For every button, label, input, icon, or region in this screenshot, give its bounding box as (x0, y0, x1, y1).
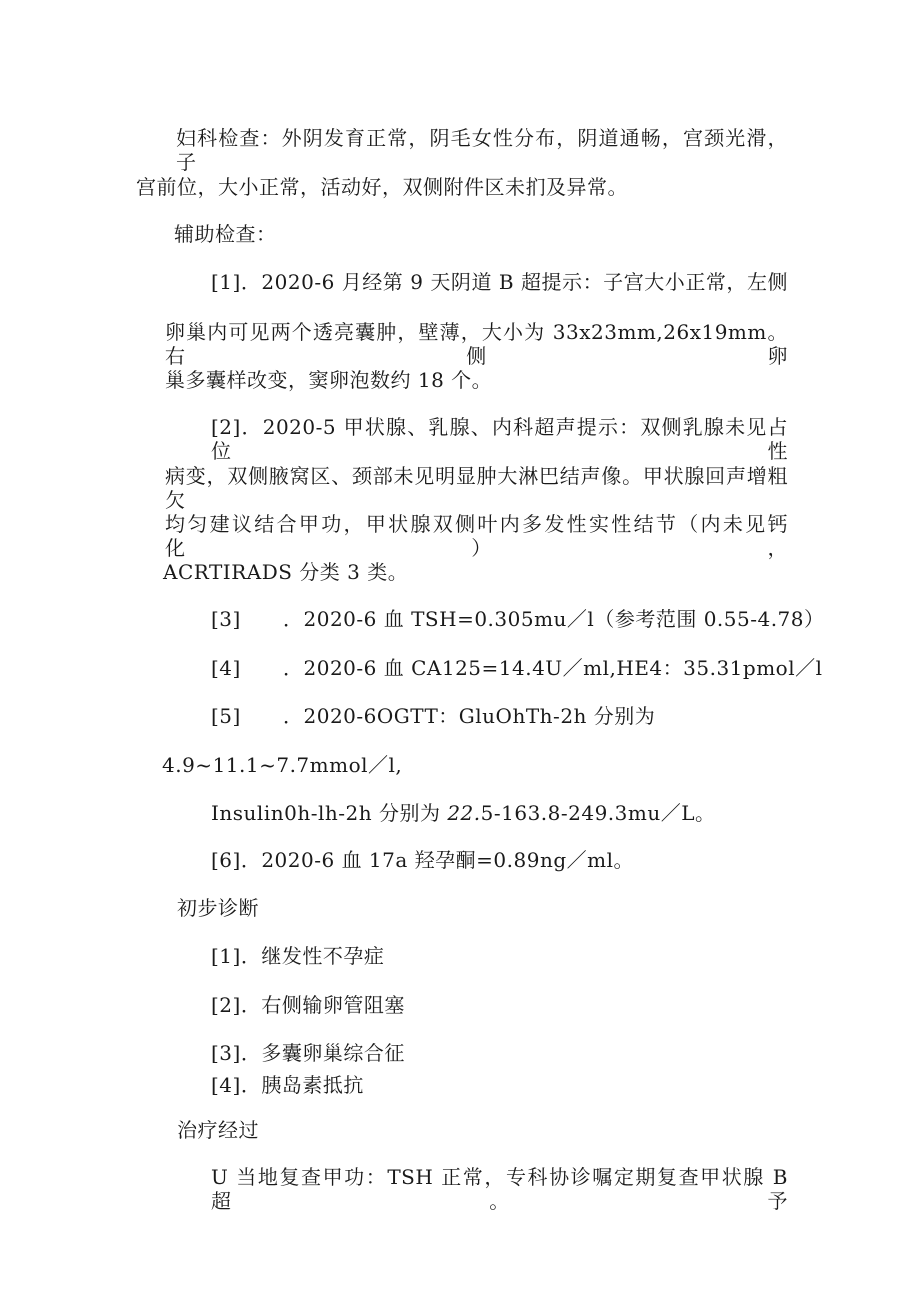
aux-item-5-insulin-values (211, 801, 716, 825)
gyn-exam-line-2: 宫前位，大小正常，活动好，双侧附件区未扪及异常。 (136, 175, 628, 199)
insulin-italic-value: 22. (447, 801, 481, 825)
diagnosis-item-2: [2]．右侧输卵管阻塞 (211, 993, 405, 1017)
diagnosis-item-1: [1]．继发性不孕症 (211, 944, 385, 968)
aux-item-2-line-4: ACRTIRADS 分类 3 类。 (163, 560, 409, 584)
insulin-values-rest: 5-163.8-249.3mu／L。 (480, 801, 716, 825)
aux-item-5-number: [5] (211, 704, 241, 728)
aux-item-4-number: [4] (211, 656, 241, 680)
treatment-line-1: U 当地复查甲功：TSH 正常，专科协诊嘱定期复查甲状腺 B 超。予 (211, 1165, 788, 1213)
diagnosis-item-4: [4]．胰岛素抵抗 (211, 1073, 364, 1097)
aux-item-2-line-1: [2]．2020-5 甲状腺、乳腺、内科超声提示：双侧乳腺未见占位性 (211, 415, 788, 463)
gyn-exam-line-1: 妇科检查：外阴发育正常，阴毛女性分布，阴道通畅，宫颈光滑，子 (176, 126, 788, 174)
aux-item-2-line-2: 病变，双侧腋窝区、颈部未见明显肿大淋巴结声像。甲状腺回声增粗欠 (165, 464, 788, 512)
aux-exam-heading: 辅助检查： (174, 222, 277, 246)
aux-item-2-line-3: 均匀建议结合甲功，甲状腺双侧叶内多发性实性结节（内未见钙化）， (165, 512, 788, 560)
aux-item-3-number: [3] (211, 607, 241, 631)
insulin-label: Insulin0h-lh-2h 分别为 (211, 801, 448, 825)
treatment-heading: 治疗经过 (177, 1118, 259, 1142)
aux-item-1-line-1: [1]．2020-6 月经第 9 天阴道 B 超提示：子宫大小正常，左侧 (211, 270, 788, 294)
aux-item-4-text: ．2020-6 血 CA125=14.4U／ml,HE4：35.31pmol／l (283, 656, 823, 680)
aux-item-1-line-2: 卵巢内可见两个透亮囊肿，壁薄，大小为 33x23mm,26x19mm。右侧卵 (165, 320, 788, 368)
aux-item-3-text: ．2020-6 血 TSH=0.305mu／l（参考范围 0.55-4.78） (283, 607, 825, 631)
aux-item-6: [6]．2020-6 血 17a 羟孕酮=0.89ng／ml。 (211, 848, 634, 872)
diagnosis-item-3: [3]．多囊卵巢综合征 (211, 1041, 405, 1065)
aux-item-1-line-3: 巢多囊样改变，窦卵泡数约 18 个。 (165, 368, 493, 392)
diagnosis-heading: 初步诊断 (177, 896, 259, 920)
aux-item-5-text: ．2020-6OGTT：GluOhTh-2h 分别为 (283, 704, 656, 728)
aux-item-5-glucose-values: 4.9~11.1~7.7mmol／l, (162, 753, 403, 777)
